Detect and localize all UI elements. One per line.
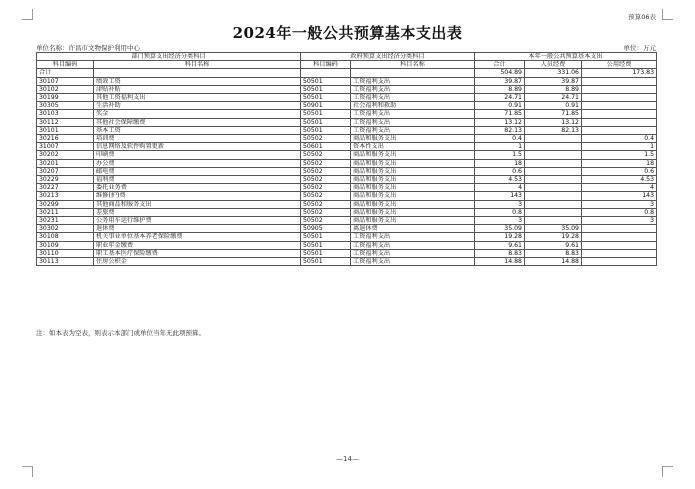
table-cell	[582, 102, 657, 110]
total-row	[37, 69, 657, 77]
table-row	[37, 208, 657, 216]
table-cell: 3	[582, 200, 657, 208]
table-cell: 82.13	[525, 126, 582, 134]
table-cell	[582, 241, 657, 249]
table-cell: 工资福利支出	[351, 118, 475, 126]
table-cell	[582, 225, 657, 233]
table-cell: 工资福利支出	[351, 110, 475, 118]
table-cell: 30108	[37, 233, 94, 241]
table-cell: 工资福利支出	[351, 85, 475, 93]
table-cell	[582, 249, 657, 257]
table-cell: 1	[582, 143, 657, 151]
table-cell: 8.83	[475, 249, 525, 257]
table-cell: 30302	[37, 225, 94, 233]
table-cell: 30102	[37, 85, 94, 93]
table-cell: 4	[475, 184, 525, 192]
table-row	[37, 176, 657, 184]
table-cell	[525, 135, 582, 143]
table-cell	[582, 258, 657, 266]
table-cell: 商品和服务支出	[351, 167, 475, 175]
table-cell: 合计	[37, 69, 94, 77]
table-row	[37, 118, 657, 126]
table-cell: 社会福利和救助	[351, 102, 475, 110]
table-cell: 商品和服务支出	[351, 200, 475, 208]
table-cell: 邮电费	[94, 167, 301, 175]
group-header: 本年一般公共预算基本支出	[475, 53, 657, 61]
table-cell: 30201	[37, 159, 94, 167]
table-cell	[525, 192, 582, 200]
table-cell: 维修(护)费	[94, 192, 301, 200]
table-cell: 24.71	[525, 94, 582, 102]
table-cell: 工资福利支出	[351, 77, 475, 85]
column-header: 科目编码	[37, 61, 94, 69]
table-cell: 13.12	[475, 118, 525, 126]
table-row	[37, 77, 657, 85]
table-cell	[525, 176, 582, 184]
table-cell: 印刷费	[94, 151, 301, 159]
table-row	[37, 151, 657, 159]
unit-label: 单位：万元	[623, 44, 656, 52]
table-cell: 8.83	[525, 249, 582, 257]
table-cell: 14.88	[475, 258, 525, 266]
table-cell: 培训费	[94, 135, 301, 143]
table-cell: 30103	[37, 110, 94, 118]
table-row	[37, 258, 657, 266]
table-cell: 24.71	[475, 94, 525, 102]
table-cell: 50501	[301, 258, 351, 266]
table-row	[37, 85, 657, 93]
table-cell: 3	[475, 217, 525, 225]
table-cell: 18	[582, 159, 657, 167]
table-cell: 30202	[37, 151, 94, 159]
table-cell	[582, 110, 657, 118]
crop-mark-top-left	[22, 9, 33, 20]
table-cell: 50501	[301, 233, 351, 241]
table-cell: 30216	[37, 135, 94, 143]
table-cell	[582, 233, 657, 241]
table-row	[37, 249, 657, 257]
table-cell: 住房公积金	[94, 258, 301, 266]
table-cell: 3	[475, 200, 525, 208]
table-row	[37, 217, 657, 225]
table-cell: 商品和服务支出	[351, 135, 475, 143]
table-cell: 0.6	[475, 167, 525, 175]
table-cell: 生活补助	[94, 102, 301, 110]
table-cell: 30112	[37, 118, 94, 126]
table-cell: 8.89	[525, 85, 582, 93]
table-cell: 50501	[301, 85, 351, 93]
table-row	[37, 241, 657, 249]
group-header-row	[37, 53, 657, 61]
table-cell: 331.06	[525, 69, 582, 77]
table-row	[37, 167, 657, 175]
group-header: 部门预算支出经济分类科目	[37, 53, 301, 61]
table-cell: 30299	[37, 200, 94, 208]
table-cell	[525, 184, 582, 192]
unit-row	[36, 43, 656, 52]
table-cell: 30101	[37, 126, 94, 134]
table-cell: 4.53	[582, 176, 657, 184]
table-cell: 商品和服务支出	[351, 184, 475, 192]
table-cell: 工资福利支出	[351, 126, 475, 134]
table-cell: 3	[582, 217, 657, 225]
table-cell: 信息网络及软件购置更新	[94, 143, 301, 151]
table-cell: 职工基本医疗保险缴费	[94, 249, 301, 257]
table-cell: 30110	[37, 249, 94, 257]
table-cell: 商品和服务支出	[351, 192, 475, 200]
table-cell: 173.83	[582, 69, 657, 77]
table-cell	[351, 69, 475, 77]
table-cell: 机关事业单位基本养老保险缴费	[94, 233, 301, 241]
table-cell	[582, 77, 657, 85]
table-cell: 50502	[301, 151, 351, 159]
column-header: 科目名称	[351, 61, 475, 69]
table-cell: 39.87	[525, 77, 582, 85]
sheet-code: 预算06表	[628, 13, 656, 21]
table-cell: 50502	[301, 167, 351, 175]
table-cell: 50502	[301, 135, 351, 143]
table-cell: 35.09	[525, 225, 582, 233]
table-cell: 其他社会保障缴费	[94, 118, 301, 126]
table-cell: 退休费	[94, 225, 301, 233]
table-cell: 0.91	[475, 102, 525, 110]
table-cell: 0.91	[525, 102, 582, 110]
table-cell: 0.8	[475, 208, 525, 216]
table-cell: 143	[475, 192, 525, 200]
table-cell: 30109	[37, 241, 94, 249]
table-cell: 71.85	[525, 110, 582, 118]
table-cell: 30207	[37, 167, 94, 175]
table-cell: 50502	[301, 159, 351, 167]
table-cell: 50601	[301, 143, 351, 151]
table-cell: 办公费	[94, 159, 301, 167]
table-cell: 4	[582, 184, 657, 192]
table-cell: 50502	[301, 208, 351, 216]
table-cell: 50501	[301, 118, 351, 126]
table-cell: 0.4	[475, 135, 525, 143]
table-cell: 14.88	[525, 258, 582, 266]
table-cell: 30107	[37, 77, 94, 85]
table-cell: 50501	[301, 110, 351, 118]
table-cell	[525, 217, 582, 225]
table-cell	[525, 167, 582, 175]
table-cell: 39.87	[475, 77, 525, 85]
table-cell: 0.8	[582, 208, 657, 216]
table-cell: 工资福利支出	[351, 233, 475, 241]
table-cell: 基本工资	[94, 126, 301, 134]
table-cell: 委托业务费	[94, 184, 301, 192]
table-cell: 30229	[37, 176, 94, 184]
column-header: 公用经费	[582, 61, 657, 69]
table-row	[37, 126, 657, 134]
table-cell: 50501	[301, 241, 351, 249]
table-cell: 工资福利支出	[351, 258, 475, 266]
table-body	[37, 69, 657, 266]
table-cell: 1	[475, 143, 525, 151]
table-cell	[301, 69, 351, 77]
group-header: 政府预算支出经济分类科目	[301, 53, 475, 61]
table-cell: 19.28	[475, 233, 525, 241]
table-cell: 资本性支出	[351, 143, 475, 151]
table-cell: 绩效工资	[94, 77, 301, 85]
table-cell: 50905	[301, 225, 351, 233]
table-row	[37, 159, 657, 167]
table-cell: 50501	[301, 126, 351, 134]
page-number: —14—	[336, 455, 359, 463]
table-cell: 30211	[37, 208, 94, 216]
table-cell: 50502	[301, 200, 351, 208]
table-cell: 职业年金缴费	[94, 241, 301, 249]
table-cell: 71.85	[475, 110, 525, 118]
footnote: 注：如本表为空表，则表示本部门或单位当年无此项预算。	[36, 329, 205, 337]
table-row	[37, 143, 657, 151]
column-header: 科目名称	[94, 61, 301, 69]
table-cell: 30305	[37, 102, 94, 110]
column-header: 合计	[475, 61, 525, 69]
table-cell: 8.89	[475, 85, 525, 93]
table-cell: 50502	[301, 217, 351, 225]
column-header: 人员经费	[525, 61, 582, 69]
table-cell: 差旅费	[94, 208, 301, 216]
table-cell	[582, 85, 657, 93]
table-cell: 19.28	[525, 233, 582, 241]
table-cell: 50502	[301, 192, 351, 200]
table-cell	[525, 151, 582, 159]
crop-mark-top-right	[662, 9, 673, 20]
table-cell: 其他商品和服务支出	[94, 200, 301, 208]
column-header: 科目编码	[301, 61, 351, 69]
table-cell: 1.5	[582, 151, 657, 159]
table-cell: 商品和服务支出	[351, 176, 475, 184]
table-cell: 31007	[37, 143, 94, 151]
table-row	[37, 135, 657, 143]
table-cell: 工资福利支出	[351, 249, 475, 257]
table-cell: 9.61	[475, 241, 525, 249]
table-row	[37, 94, 657, 102]
table-cell: 商品和服务支出	[351, 217, 475, 225]
table-cell: 商品和服务支出	[351, 151, 475, 159]
table-cell: 50502	[301, 176, 351, 184]
table-row	[37, 102, 657, 110]
table-cell	[582, 126, 657, 134]
table-cell: 公务用车运行维护费	[94, 217, 301, 225]
table-cell: 奖金	[94, 110, 301, 118]
table-cell	[582, 94, 657, 102]
table-cell	[582, 118, 657, 126]
table-cell	[525, 159, 582, 167]
table-row	[37, 184, 657, 192]
table-cell: 4.53	[475, 176, 525, 184]
table-cell: 50501	[301, 94, 351, 102]
table-cell: 1.5	[475, 151, 525, 159]
table-cell: 50501	[301, 249, 351, 257]
table-cell: 50501	[301, 77, 351, 85]
table-cell: 50901	[301, 102, 351, 110]
table-cell: 工资福利支出	[351, 94, 475, 102]
table-cell: 30199	[37, 94, 94, 102]
table-row	[37, 225, 657, 233]
table-cell: 30231	[37, 217, 94, 225]
table-cell: 商品和服务支出	[351, 208, 475, 216]
table-cell: 离退休费	[351, 225, 475, 233]
table-row	[37, 200, 657, 208]
table-cell	[525, 143, 582, 151]
table-cell: 其他工资福利支出	[94, 94, 301, 102]
table-cell: 50502	[301, 184, 351, 192]
table-cell: 津贴补贴	[94, 85, 301, 93]
table-cell: 9.61	[525, 241, 582, 249]
table-cell	[525, 208, 582, 216]
crop-mark-bottom-left	[22, 466, 33, 477]
table-row	[37, 192, 657, 200]
unit-name: 单位名称：许昌市文物保护利用中心	[36, 44, 140, 52]
table-cell: 0.6	[582, 167, 657, 175]
table-cell: 0.4	[582, 135, 657, 143]
table-cell: 30113	[37, 258, 94, 266]
table-cell: 13.12	[525, 118, 582, 126]
table-cell: 商品和服务支出	[351, 159, 475, 167]
crop-mark-bottom-right	[662, 466, 673, 477]
table-cell: 18	[475, 159, 525, 167]
column-header-row	[37, 61, 657, 69]
table-cell: 工资福利支出	[351, 241, 475, 249]
table-row	[37, 110, 657, 118]
table-cell: 504.89	[475, 69, 525, 77]
table-cell: 福利费	[94, 176, 301, 184]
table-cell: 30227	[37, 184, 94, 192]
table-cell: 143	[582, 192, 657, 200]
page-title: 2024年一般公共预算基本支出表	[232, 24, 463, 42]
budget-table	[36, 52, 657, 266]
table-cell: 30213	[37, 192, 94, 200]
table-cell: 35.09	[475, 225, 525, 233]
table-cell	[94, 69, 301, 77]
table-cell	[525, 200, 582, 208]
table-row	[37, 233, 657, 241]
table-cell: 82.13	[475, 126, 525, 134]
